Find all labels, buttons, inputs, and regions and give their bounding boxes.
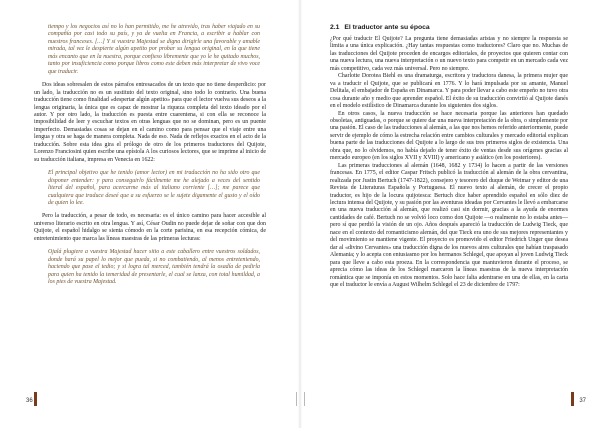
right-page bbox=[300, 0, 600, 428]
block-quote-oudin: Ojalá plugiere a vuestra Majestad hacer sitio a este caballero entre vuestros soldados, donde hará su papel lo mejor que pueda, si no combatiendo, al menos entreteniendo, haciendo que pase el tedio; y si logra tal merced, también tendrá la osadía de pedirla para quien ha tenido la temeridad de presentarle, el cual se lanza, con total humildad, a los pies de vuestra Majestad. bbox=[48, 249, 260, 286]
body-paragraph: ¿Por qué traducir El Quijote? La pregunta tiene demasiadas aristas y no siempre la respuesta se limita a una única explicación. ¿Hay tantas respuestas como traductores? Claro que no. Muchas de las traducciones del Quijote proceden de encargos editoriales, de proyectos que quieren contar con una nueva lectura, una nueva interpretación o un nuevo texto para competir en un mercado cada vez más competitivo, cada vez más universal. Pero no siempre. bbox=[330, 36, 568, 72]
right-text-column bbox=[330, 24, 568, 289]
block-quote-franciosini: El principal objetivo que he tenido (amor lector) en mi traducción no ha sido otro que disponer entender: y para conseguirlo fácilmente me he alejado a veces del sentido literal del español, para acercarme más al italiano corriente […]; me parece que cualquiera que traduce deseé que a su esfuerzo se le sujete digamente el gusto y el oído de quien lo lee. bbox=[48, 170, 260, 206]
body-paragraph-2: Pero la traducción, a pesar de todo, es necesaria: es el único camino para hacer accesible al universo literario escrito en otra lengua. Y así, César Oudin no puede dejar de soñar con que don Quijote, el español hidalgo se sienta cómodo en la corte parisina, en esa recepción cómica, de entretenimiento que marca las líneas maestras de las primeras lecturas: bbox=[34, 213, 266, 242]
right-footer-accent-bar bbox=[571, 392, 574, 406]
left-footer-rule bbox=[296, 392, 297, 406]
page-number-right: 37 bbox=[579, 398, 586, 404]
section-title: El traductor ante su época bbox=[344, 24, 430, 31]
body-paragraph: En otros casos, la nueva traducción se hace necesaria porque las anteriores han quedado obsoletas, antiguadas, o porque se quiere dar una nueva interpretación de la obra, o simplemente por una pasión. El caso de las traducciones al alemán, a las que nos hemos referido anteriormente, puede servir de ejemplo de cómo la estrecha relación entre cambios culturales y mercado editorial explican buena parte de las traducciones del Quijote a lo largo de sus tres primeros siglos de existencia. Una obra que, no lo olvidemos, no había dejado de tener éxito de ventas desde sus orígenes gracias al mercado europeo (en los siglos XVII y XVIII) y americano y asiático (en los posteriores). bbox=[330, 110, 568, 162]
left-footer-accent-bar bbox=[34, 392, 37, 406]
left-text-column bbox=[34, 24, 266, 287]
body-paragraph: Charlotte Dorotea Biehl es una dramaturga, escritora y traductora danesa, la primera mujer que va a traducir el Quijote, que se publicará en 1776. Y lo hará impulsada por su amante, Manuel Delitala, el embajador de España en Dinamarca. Y para poder llevar a cabo este empeño no tuvo otra cosa durante año y medio que aprender español. El éxito de su traducción convirtió al Quijote danés en el modelo estilístico de Dinamarca durante los siguientes dos siglos. bbox=[330, 73, 568, 110]
body-paragraph-1: Dos ideas sobresalen de estos párrafos entresacados de un texto que no tiene desperdicio: por un lado, la traducción no es un sustituto del texto original, sino todo lo contrario. Una buena traducción tiene como finalidad «despertar algún apetito» para que el lector vuelva sus deseos a la lengua originaria, la única que es capaz de mostrar la riqueza completa del texto ideado por el autor. Y por otro lado, la traducción es puesta entre cuarentena, si con ella se reconoce la imposibilidad de leer y escuchar textos en otras lenguas que no se dominan, pero es un puente imperfecto. Demasiadas cosas se dejan en el camino como para pensar que el viaje entre una lengua y otra se haga de manera completa. Nada de eso. Nada de reflejos exactos en el acto de la traducción. Sobre esta idea gira el prólogo de otro de los primeros traductores del Quijote, Lorenzo Franciosini quien escribe una epístola A los curiosos lectores, que se imprime al inicio de su traducción italiana, impresa en Venecia en 1622: bbox=[34, 82, 266, 163]
page-number-left: 36 bbox=[26, 398, 33, 404]
right-footer-rule bbox=[304, 392, 305, 406]
block-quote-top: tiempo y los negocios así no lo han permitido, me he atrevido, tras haber viajado en su compañía por casi todo su país, y ya de vuelta en Francia, a escribir a hablar con nuestros franceses. […] Y si vuestra Majestad se digna dirigirle una favorable y amable mirada, tal vez le despierte algún apetito por probar su lengua original, en la que tiene más encanto que en la nuestra, porque confieso libremente que yo le he quitado muchos, tanto por insuficiencia como porque libros como este deben más interpretar de vivo voce que traducir. bbox=[48, 24, 260, 75]
section-number: 2.1 bbox=[330, 24, 340, 31]
section-heading bbox=[330, 24, 568, 31]
body-paragraph: Las primeras traducciones al alemán (1648, 1682 y 1734) lo hacen a partir de las versiones francesas. En 1775, el editor Caspar Fritsch publicó la traducción al alemán de la obra cervantina, realizada por Justin Bertuch (1747-1822), consejero y tesorero del duque de Weimar y editor de una Revista de Literaturas Española y Portuguesa. El nuevo texto al alemán, de crecer el propio traductor, es hijo de la locura quijotesca: Bertuch dice haber aprendido español en sólo diez de lectura intensa del Quijote, y su pasión por las aventuras ideadas por Cervantes le llevó a embarcarse en una nueva traducción al alemán, que realizó casi sin dormir, gracias a la ayuda de enormes cantidades de café. Bertuch no se volvió loco como don Quijote —o realmente no lo estaba antes— pero sí que perdió la visión de un ojo. Años después apareció la traducción de Ludwig Tieck, que nace en el contexto del romanticismo alemán, del que Tieck era uno de sus mejores representantes y del movimiento se mantiene vigente. El proyecto es promovido el editor Friedrich Unger que desea dar al «divino Cervantes» una traducción digna de los nuevos aires culturales que habían traspasado Alemania; y lo acepta con entusiasmo por los hermanos Schlegel, que apoyan al joven Ludwig Tieck para que lleve a cabo esta proeza. En la correspondencia que mantuvieron durante el proceso, se aprecia cómo las ideas de los Schlegel marcaron la líneas maestras de la nueva interpretación romántica que se imponía en estos momentos. Solo hace falta adentrarse en una de ellas, en la carta que el traductor le envía a August Wilhelm Schlegel el 23 de diciembre de 1797: bbox=[330, 162, 568, 288]
